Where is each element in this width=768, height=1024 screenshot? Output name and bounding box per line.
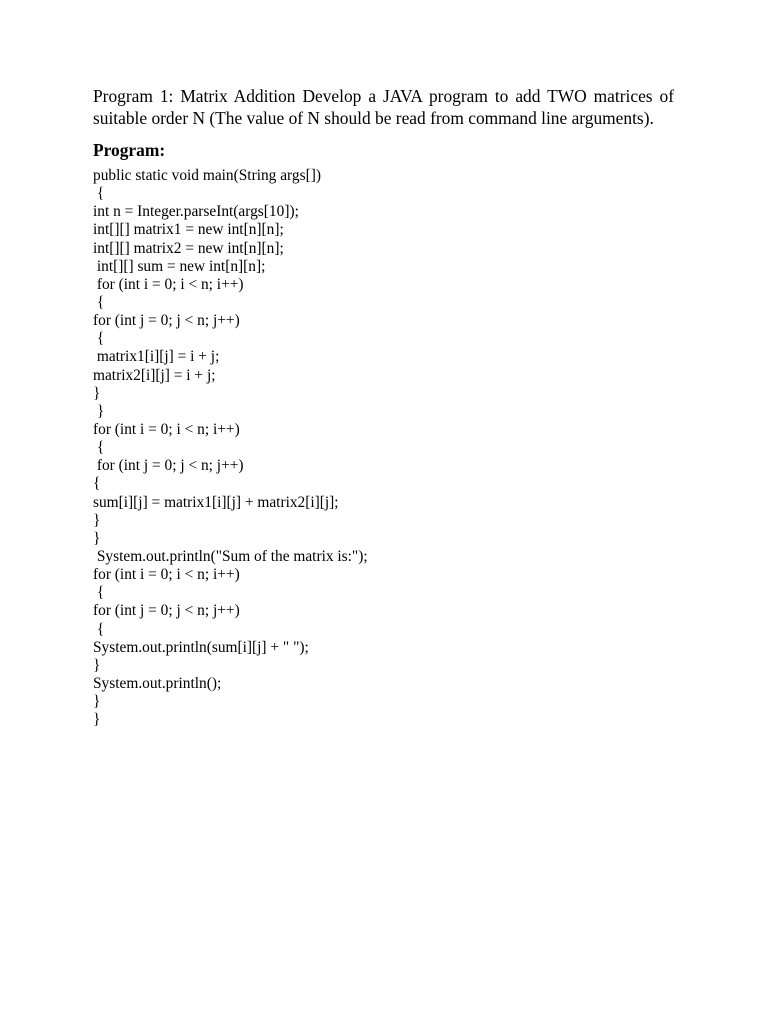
code-line: int[][] sum = new int[n][n];	[93, 257, 266, 275]
code-line: }	[93, 511, 101, 529]
code-line: }	[93, 711, 101, 729]
code-line: {	[93, 185, 105, 203]
code-line: }	[93, 656, 101, 674]
program-description: Program 1: Matrix Addition Develop a JAVA program to add TWO matrices of suitable order N (The value of N should be read from command line arguments).	[93, 86, 674, 128]
code-line: System.out.println("Sum of the matrix is:");	[93, 547, 368, 565]
code-block	[93, 167, 674, 729]
code-line: int[][] matrix2 = new int[n][n];	[93, 239, 284, 257]
code-line: {	[93, 620, 105, 638]
document-page	[93, 86, 674, 729]
code-line: for (int i = 0; i < n; i++)	[93, 566, 240, 584]
code-line: }	[93, 384, 101, 402]
code-line: {	[93, 475, 101, 493]
code-line: for (int j = 0; j < n; j++)	[93, 312, 240, 330]
code-line: matrix1[i][j] = i + j;	[93, 348, 220, 366]
code-line: for (int i = 0; i < n; i++)	[93, 275, 244, 293]
code-line: matrix2[i][j] = i + j;	[93, 366, 216, 384]
code-line: for (int j = 0; j < n; j++)	[93, 457, 244, 475]
code-line: {	[93, 293, 105, 311]
code-line: {	[93, 330, 105, 348]
code-line: System.out.println();	[93, 674, 222, 692]
code-line: System.out.println(sum[i][j] + " ");	[93, 638, 309, 656]
code-line: }	[93, 693, 101, 711]
code-line: {	[93, 584, 105, 602]
program-heading: Program:	[93, 140, 166, 160]
code-line: int n = Integer.parseInt(args[10]);	[93, 203, 299, 221]
code-line: {	[93, 439, 105, 457]
code-line: sum[i][j] = matrix1[i][j] + matrix2[i][j];	[93, 493, 339, 511]
code-line: int[][] matrix1 = new int[n][n];	[93, 221, 284, 239]
code-line: public static void main(String args[])	[93, 167, 321, 184]
code-line: for (int i = 0; i < n; i++)	[93, 420, 240, 438]
code-line: }	[93, 402, 105, 420]
code-line: for (int j = 0; j < n; j++)	[93, 602, 240, 620]
code-line: }	[93, 529, 101, 547]
